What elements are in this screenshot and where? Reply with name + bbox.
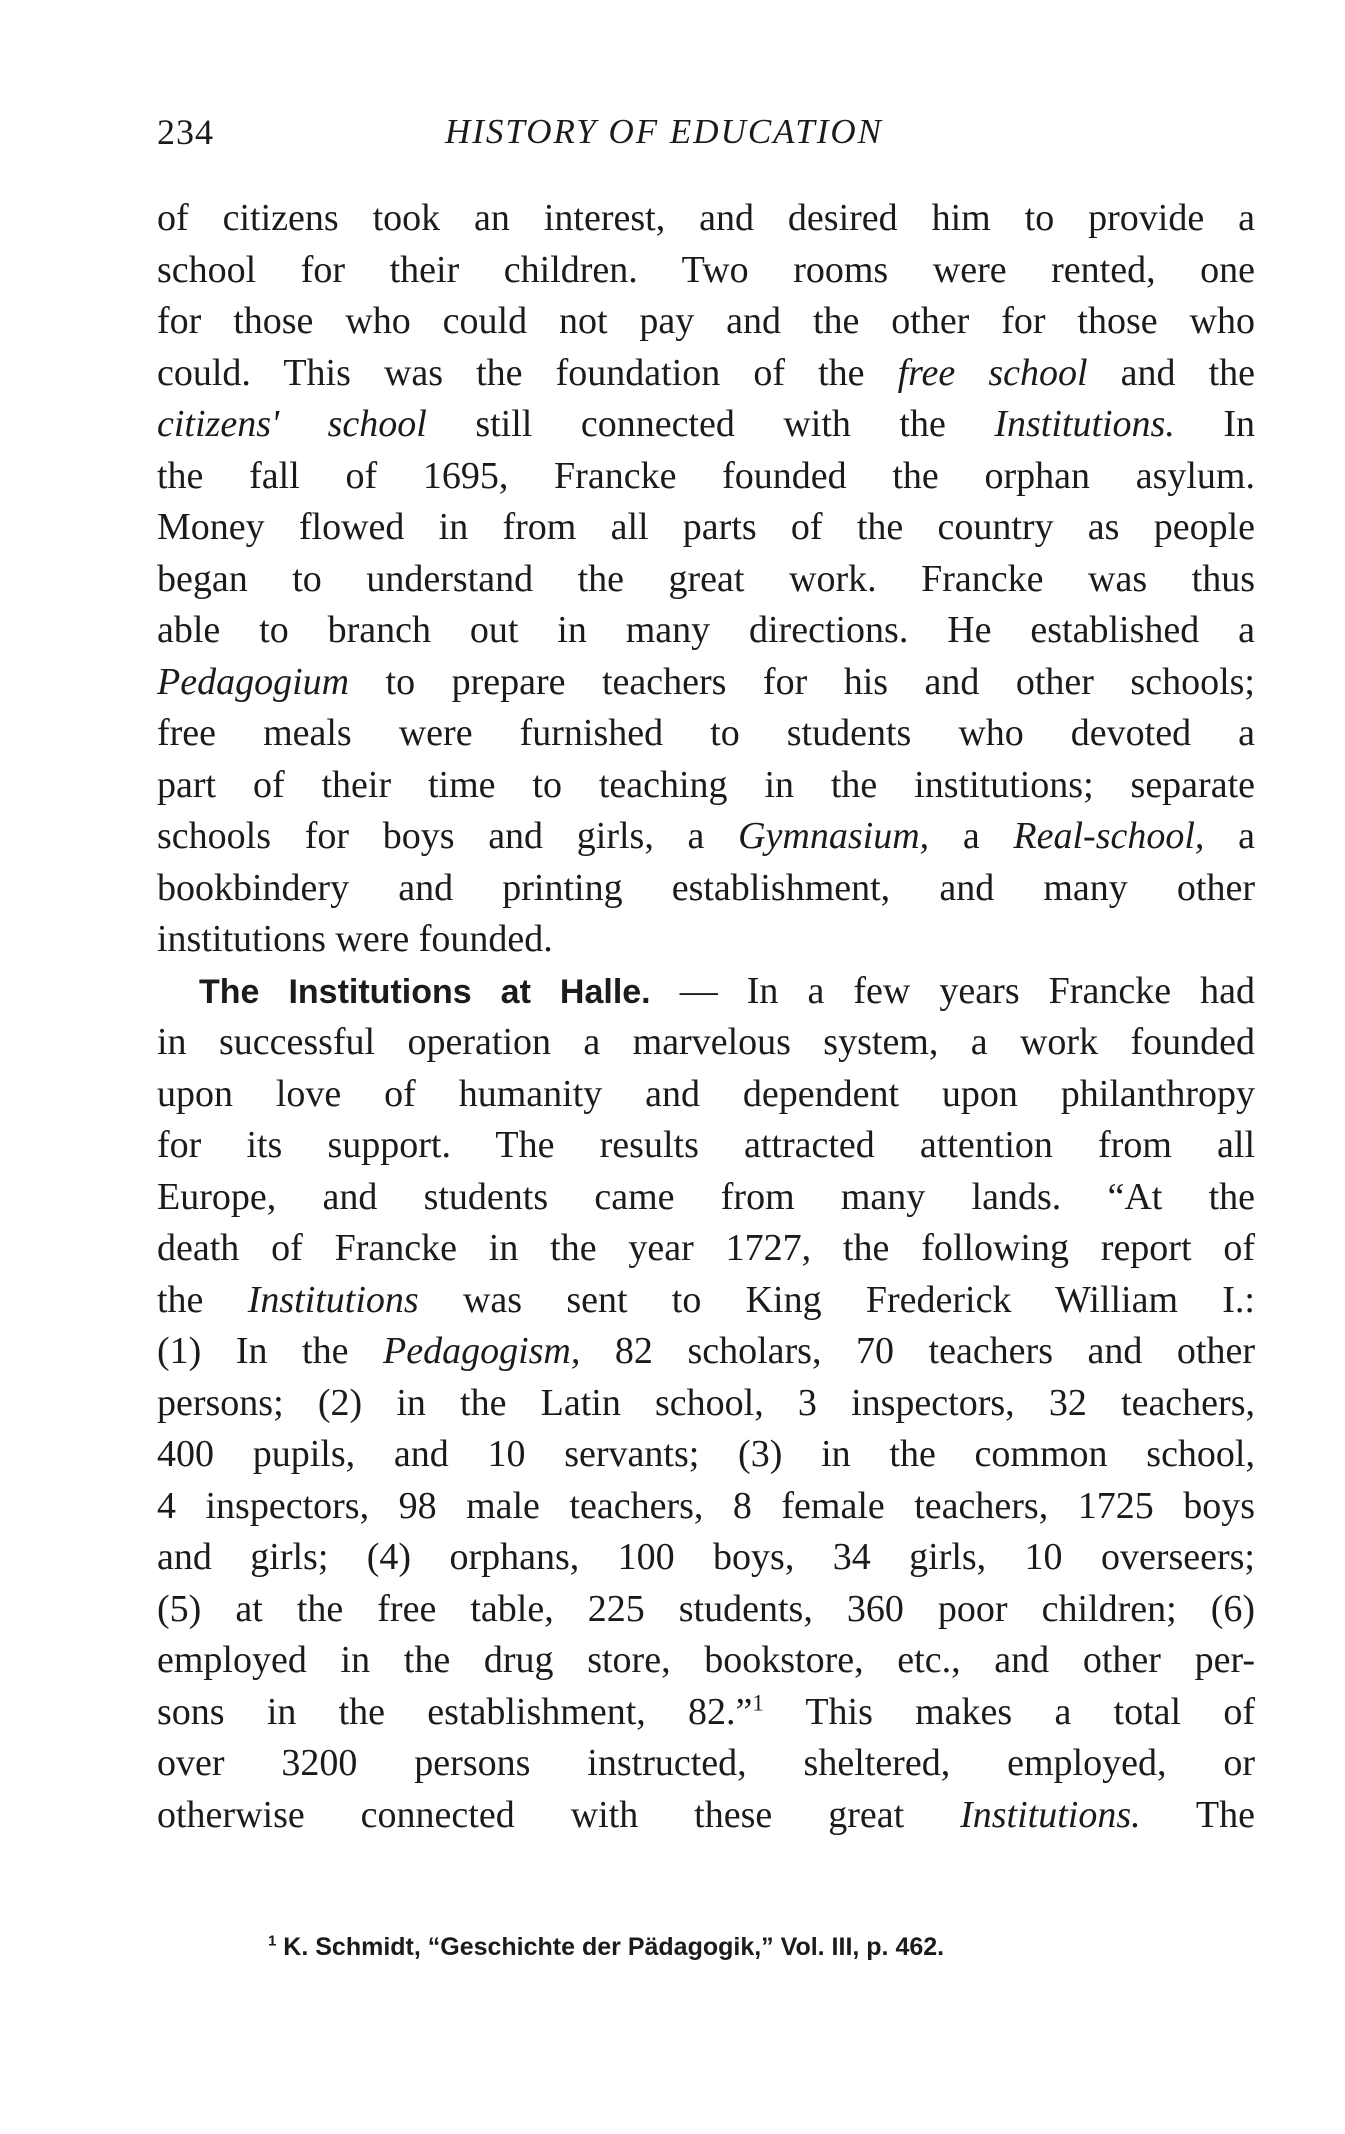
italic-term: Institutions.: [994, 403, 1175, 445]
line-text: institutions were founded.: [157, 918, 553, 960]
line-text: to prepare teachers for his and other schools;: [349, 660, 1255, 703]
line-text: In: [1174, 403, 1255, 445]
text-line: [157, 1687, 1255, 1739]
line-text: of citizens took an interest, and desired him to provide a: [157, 197, 1255, 239]
line-text: for its support. The results attracted attention from all: [157, 1124, 1255, 1166]
line-text: otherwise connected with these great: [157, 1793, 961, 1836]
line-text: the: [157, 1278, 248, 1321]
text-line: [157, 760, 1255, 812]
line-text: could. This was the foundation of the: [157, 351, 898, 394]
line-text: was sent to King Frederick William I.:: [418, 1278, 1255, 1321]
line-text: Money flowed in from all parts of the country as people: [157, 506, 1255, 548]
text-line: [157, 1172, 1255, 1224]
text-line: [157, 1120, 1255, 1172]
line-text: schools for boys and girls, a: [157, 815, 739, 857]
text-line: [157, 708, 1255, 760]
line-text: death of Francke in the year 1727, the following report of: [157, 1227, 1255, 1269]
line-text: for those who could not pay and the other for those who: [157, 300, 1255, 342]
text-line: [157, 966, 1255, 1018]
text-line: [157, 502, 1255, 554]
text-line: [157, 554, 1255, 606]
footnote-reference: 1: [752, 1689, 764, 1715]
text-line: [157, 1275, 1255, 1327]
line-text: and the: [1087, 351, 1255, 394]
body-text: [157, 193, 1255, 1841]
line-text: (1) In the: [157, 1330, 383, 1372]
line-text: bookbindery and printing establishment, and many other: [157, 866, 1255, 909]
line-text: in successful operation a marvelous system, a work founded: [157, 1021, 1255, 1063]
text-line: [157, 1584, 1255, 1636]
line-text: able to branch out in many directions. He established a: [157, 609, 1255, 651]
italic-term: citizens' school: [157, 403, 427, 445]
text-line: [157, 245, 1255, 297]
text-line: [157, 1017, 1255, 1069]
line-text: school for their children. Two rooms were rented, one: [157, 248, 1255, 291]
running-head: HISTORY OF EDUCATION: [445, 112, 884, 151]
line-text: the fall of 1695, Francke founded the orphan asylum.: [157, 454, 1255, 497]
line-text: 400 pupils, and 10 servants; (3) in the common school,: [157, 1433, 1255, 1475]
line-text: Europe, and students came from many lands. “At the: [157, 1175, 1255, 1218]
text-line: [157, 348, 1255, 400]
line-text: — In a few years Francke had: [650, 969, 1255, 1012]
text-line: [157, 1326, 1255, 1378]
text-line: [157, 1532, 1255, 1584]
text-line: [157, 399, 1255, 451]
footnote-text: K. Schmidt, “Geschichte der Pädagogik,” Vol. III, p. 462.: [276, 1933, 945, 1961]
italic-term: Real-school,: [1013, 815, 1205, 857]
line-text: 4 inspectors, 98 male teachers, 8 female teachers, 1725 boys: [157, 1484, 1255, 1527]
text-line: [157, 863, 1255, 915]
line-text: still connected with the: [426, 403, 995, 445]
line-text: a: [929, 815, 1014, 857]
text-line: [157, 914, 1255, 966]
italic-term: Pedagogium: [157, 660, 350, 703]
text-line: [157, 605, 1255, 657]
text-line: [157, 1481, 1255, 1533]
line-text: The: [1140, 1793, 1255, 1836]
line-text: a: [1204, 815, 1255, 857]
line-text: part of their time to teaching in the institutions; separate: [157, 763, 1255, 806]
italic-term: Institutions.: [960, 1793, 1141, 1836]
line-text: upon love of humanity and dependent upon philanthropy: [157, 1072, 1255, 1115]
line-text: This makes a total of: [763, 1690, 1255, 1733]
text-line: [157, 1378, 1255, 1430]
italic-term: free school: [897, 351, 1088, 394]
text-line: [157, 1790, 1255, 1842]
italic-term: Gymnasium,: [738, 815, 930, 857]
line-text: 82 scholars, 70 teachers and other: [580, 1330, 1255, 1372]
text-line: [157, 1429, 1255, 1481]
italic-term: Pedagogism,: [383, 1330, 581, 1372]
text-line: [157, 1069, 1255, 1121]
line-text: over 3200 persons instructed, sheltered, employed, or: [157, 1742, 1255, 1784]
line-text: (5) at the free table, 225 students, 360 poor children; (6): [157, 1587, 1255, 1630]
text-line: [157, 193, 1255, 245]
section-heading: The Institutions at Halle.: [199, 972, 651, 1011]
page-number: 234: [157, 112, 214, 152]
text-line: [157, 1738, 1255, 1790]
page-header: [155, 102, 1255, 162]
line-text: persons; (2) in the Latin school, 3 inspectors, 32 teachers,: [157, 1381, 1255, 1424]
text-line: [157, 811, 1255, 863]
text-line: [157, 451, 1255, 503]
footnote-marker: 1: [268, 1932, 277, 1950]
italic-term: Institutions: [247, 1278, 419, 1321]
line-text: employed in the drug store, bookstore, etc., and other per-: [157, 1639, 1255, 1681]
line-text: began to understand the great work. Francke was thus: [157, 557, 1255, 600]
text-line: [157, 1635, 1255, 1687]
line-text: and girls; (4) orphans, 100 boys, 34 girls, 10 overseers;: [157, 1536, 1255, 1578]
text-line: [157, 1223, 1255, 1275]
line-text: free meals were furnished to students who devoted a: [157, 712, 1255, 754]
text-line: [157, 296, 1255, 348]
footnote: [268, 1927, 1268, 1967]
text-line: [157, 657, 1255, 709]
line-text: sons in the establishment, 82.”: [157, 1690, 753, 1733]
